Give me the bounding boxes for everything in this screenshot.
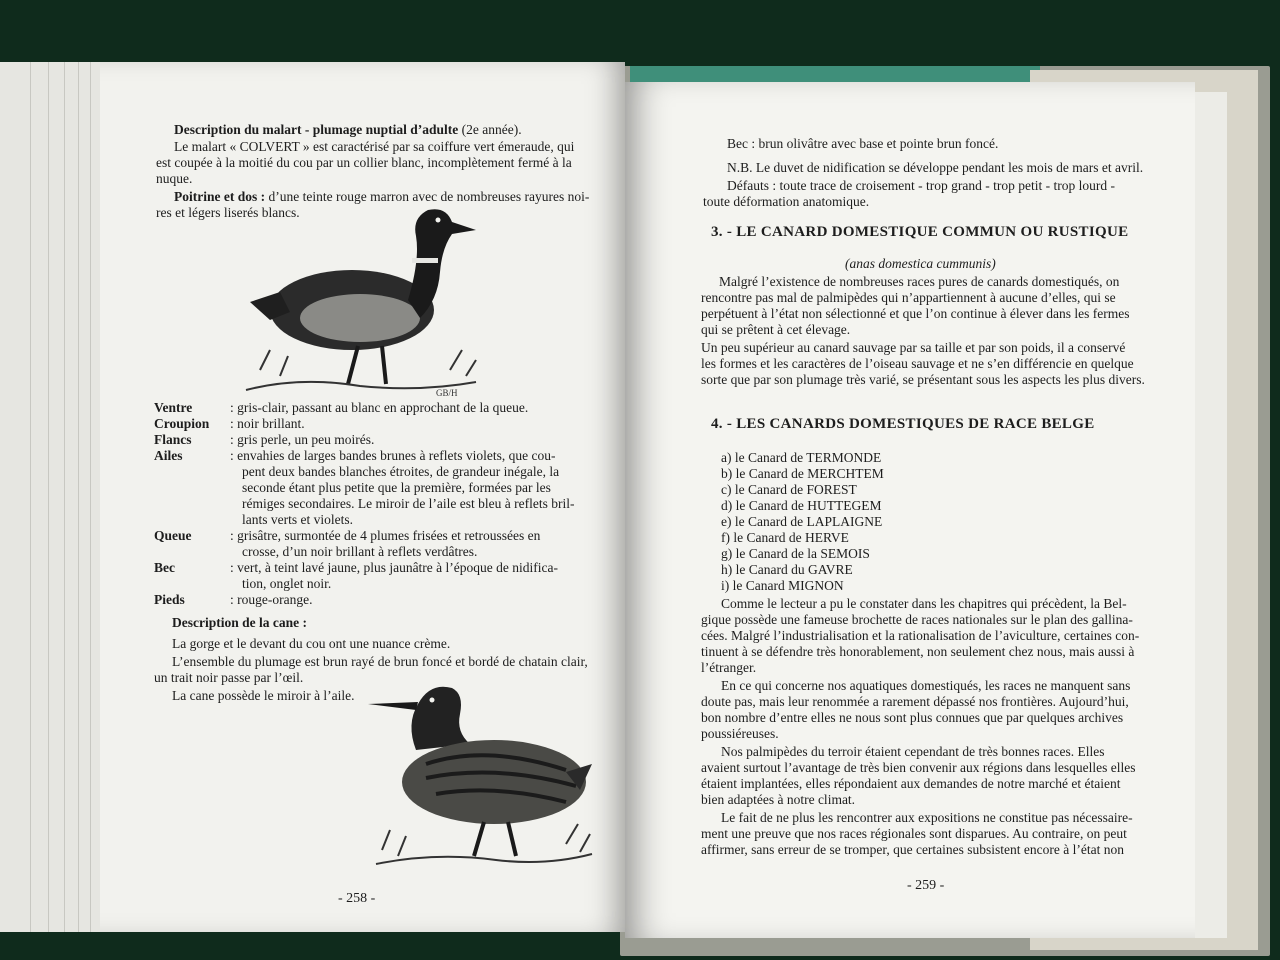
feature-label: Croupion [154,416,210,431]
left-page [100,62,625,932]
paragraph-line: étaient implantées, elles répondaient aux demandes de notre marché et étaient [701,776,1121,791]
paragraph-line: En ce qui concerne nos aquatiques domestiqués, les races ne manquent sans [721,678,1131,693]
list-item: f) le Canard de HERVE [721,530,849,545]
top-line: Bec : brun olivâtre avec base et pointe brun foncé. [727,136,999,151]
section-3-line: les formes et les caractères de l’oiseau sauvage et ne s’en différencie en quelque [701,356,1134,371]
feature-text: seconde étant plus petite que la première, formées par les [242,480,551,495]
paragraph-line: affirmer, sans erreur de se tromper, que certaines subsistent encore à l’état non [701,842,1124,857]
cane-line: La cane possède le miroir à l’aile. [172,688,355,703]
feature-label: Flancs [154,432,192,447]
duck-hen-illustration [366,674,596,874]
top-line: N.B. Le duvet de nidification se développe pendant les mois de mars et avril. [727,160,1144,175]
list-item: b) le Canard de MERCHTEM [721,466,884,481]
paragraph-line: cées. Malgré l’industrialisation et la rationalisation de l’aviculture, certaines con- [701,628,1140,643]
paragraph-line: l’étranger. [701,660,757,675]
list-item: e) le Canard de LAPLAIGNE [721,514,883,529]
paragraph-line: avaient surtout l’avantage de très bien convenir aux régions dans lesquelles elles [701,760,1136,775]
feature-text: lants verts et violets. [242,512,353,527]
illustration-signature: GB/H [436,388,458,398]
section-4-title: 4. - LES CANARDS DOMESTIQUES DE RACE BELGE [711,416,1095,432]
list-item: i) le Canard MIGNON [721,578,844,593]
list-item: c) le Canard de FOREST [721,482,857,497]
intro-line-3: nuque. [156,171,193,186]
top-line: toute déformation anatomique. [703,194,870,209]
list-item: d) le Canard de HUTTEGEM [721,498,882,513]
feature-text: : rouge-orange. [230,592,313,607]
section-3-line: Un peu supérieur au canard sauvage par sa taille et par son poids, il a conservé [701,340,1126,355]
section-3-title: 3. - LE CANARD DOMESTIQUE COMMUN OU RUSTIQUE [711,224,1129,240]
intro-line-2: est coupée à la moitié du cou par un collier blanc, incomplètement fermé à la [156,155,572,170]
poitrine-line: Poitrine et dos : d’une teinte rouge marron avec de nombreuses rayures noi- [174,189,590,204]
feature-text: rémiges secondaires. Le miroir de l’aile est bleu à reflets bril- [242,496,575,511]
section-3-line: rencontre pas mal de palmipèdes qui n’appartiennent à aucune d’elles, qui se [701,290,1116,305]
feature-text: tion, onglet noir. [242,576,332,591]
paragraph-line: tinuent à se défendre très honorablement, non seulement chez nous, mais aussi à [701,644,1135,659]
paragraph-line: poussiéreuses. [701,726,779,741]
paragraph-line: Nos palmipèdes du terroir étaient cependant de très bonnes races. Elles [721,744,1105,759]
cane-line: un trait noir passe par l’œil. [154,670,304,685]
page-number-left: - 258 - [338,891,376,906]
paragraph-line: bien adaptées à notre climat. [701,792,856,807]
book-cover-top [630,66,1040,82]
feature-label: Pieds [154,592,185,607]
cane-line: La gorge et le devant du cou ont une nuance crème. [172,636,451,651]
feature-label: Ailes [154,448,183,463]
paragraph-line: doute pas, mais leur renommée a rarement dépassé nos frontières. Aujourd’hui, [701,694,1129,709]
section-3-line: sorte que par son plumage très varié, se présentant sous les aspects les plus divers. [701,372,1145,387]
poitrine-line-2: res et légers liserés blancs. [156,205,300,220]
cane-line: L’ensemble du plumage est brun rayé de brun foncé et bordé de chatain clair, [172,654,588,669]
feature-label: Queue [154,528,192,543]
paragraph-line: bon nombre d’entre elles ne nous sont plus connues que par quelques archives [701,710,1124,725]
left-page-stack [0,62,111,932]
feature-text: pent deux bandes blanches étroites, de grandeur inégale, la [242,464,560,479]
paragraph-line: Comme le lecteur a pu le constater dans les chapitres qui précèdent, la Bel- [721,596,1127,611]
feature-text: : noir brillant. [230,416,305,431]
feature-label: Bec [154,560,175,575]
feature-text: : gris perle, un peu moirés. [230,432,375,447]
intro-line-1: Le malart « COLVERT » est caractérisé par sa coiffure vert émeraude, qui [174,139,575,154]
section-3-line: qui se prêtent à cet élevage. [701,322,851,337]
section-3-line: Malgré l’existence de nombreuses races pures de canards domestiqués, on [719,274,1120,289]
feature-text: : envahies de larges bandes brunes à reflets violets, que cou- [230,448,556,463]
top-line: Défauts : toute trace de croisement - trop grand - trop petit - trop lourd - [727,178,1115,193]
paragraph-line: Le fait de ne plus les rencontrer aux expositions ne constitue pas nécessaire- [721,810,1133,825]
paragraph-line: gique possède une fameuse brochette de races nationales sur le plan des gallina- [701,612,1133,627]
right-page [625,82,1195,938]
feature-label: Ventre [154,400,193,415]
feature-text: : grisâtre, surmontée de 4 plumes frisées et retroussées en [230,528,541,543]
feature-text: : gris-clair, passant au blanc en approchant de la queue. [230,400,529,415]
page-number-right: - 259 - [907,878,945,893]
list-item: a) le Canard de TERMONDE [721,450,882,465]
drake-title: Description du malart - plumage nuptial d’adulte (2e année). [174,122,522,137]
section-3-latin: (anas domestica cummunis) [845,256,996,271]
list-item: g) le Canard de la SEMOIS [721,546,870,561]
drake-illustration [240,200,490,400]
feature-text: : vert, à teint lavé jaune, plus jaunâtre à l’époque de nidifica- [230,560,558,575]
cane-title: Description de la cane : [172,615,307,630]
paragraph-line: ment une preuve que nos races régionales sont disparues. Au contraire, on peut [701,826,1127,841]
list-item: h) le Canard du GAVRE [721,562,853,577]
section-3-line: perpétuent à l’état non sélectionné et que l’on continue à élever dans les fermes [701,306,1130,321]
feature-text: crosse, d’un noir brillant à reflets verdâtres. [242,544,478,559]
